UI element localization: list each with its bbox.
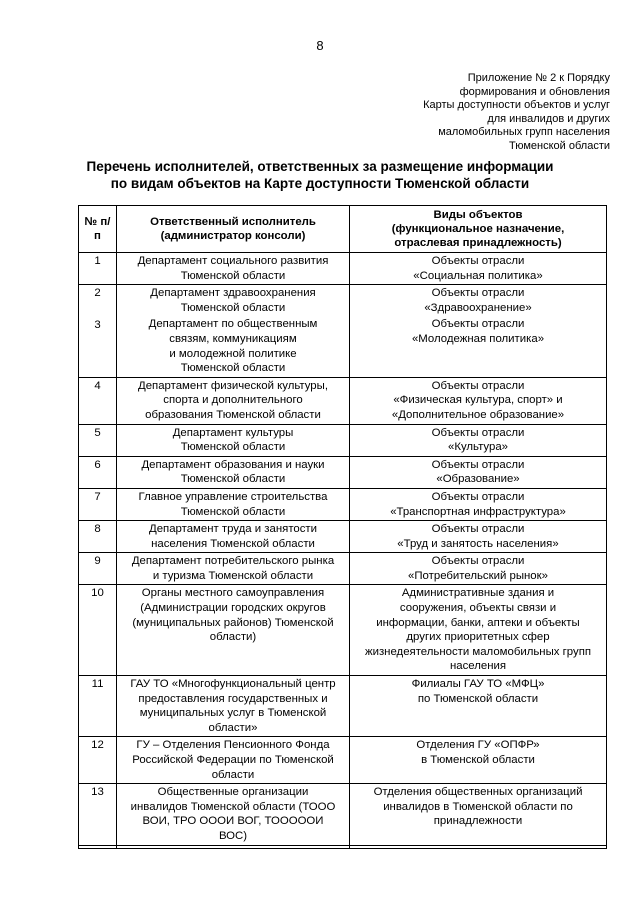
table-row [79, 253, 607, 285]
table-row [79, 521, 607, 553]
row-executor [117, 845, 350, 848]
row-number: 11 [79, 676, 117, 737]
row-object-types: Объекты отрасли «Потребительский рынок» [350, 553, 607, 585]
appendix-line: формирования и обновления [459, 85, 610, 98]
header-object-types: Виды объектов (функциональное назначение, отраслевая принадлежность) [350, 206, 607, 253]
row-number-main: 2 [94, 287, 101, 300]
row-object-types-main: Объекты отрасли «Здравоохранение» [424, 287, 532, 314]
row-number: 12 [79, 737, 117, 784]
row-number: 8 [79, 521, 117, 553]
header-number: № п/ п [79, 206, 117, 253]
row-object-types [350, 285, 607, 378]
table-row [79, 585, 607, 676]
row-object-types-sub: Объекты отрасли «Молодежная политика» [411, 318, 545, 345]
row-executor: Общественные организации инвалидов Тюменской области (ТООО ВОИ, ТРО ОООИ ВОГ, ТОООООИ ВОС) [117, 784, 350, 845]
appendix-note [350, 72, 610, 154]
executors-table [78, 205, 607, 849]
row-object-types: Отделения общественных организаций инвалидов в Тюменской области по принадлежности [350, 784, 607, 845]
row-object-types: Объекты отрасли «Культура» [350, 424, 607, 456]
row-executor: Департамент социального развития Тюменской области [117, 253, 350, 285]
row-executor: Департамент физической культуры, спорта и дополнительного образования Тюменской области [117, 377, 350, 424]
table-row [79, 737, 607, 784]
appendix-line: маломобильных групп населения [438, 126, 610, 139]
table-row [79, 285, 607, 378]
row-number-sub: 3 [94, 318, 101, 331]
row-executor-sub: Департамент по общественным связям, коммуникациям и молодежной политике Тюменской области [148, 318, 318, 375]
row-object-types [350, 845, 607, 848]
appendix-line: Приложение № 2 к Порядку [467, 72, 610, 84]
appendix-line: Карты доступности объектов и услуг [423, 99, 610, 112]
row-number: 6 [79, 456, 117, 488]
row-executor: Департамент потребительского рынка и туризма Тюменской области [117, 553, 350, 585]
row-number: 5 [79, 424, 117, 456]
row-executor-main: Департамент здравоохранения Тюменской области [150, 287, 316, 314]
table-row [79, 456, 607, 488]
table-row [79, 553, 607, 585]
row-executor: Органы местного самоуправления (Администрации городских округов (муниципальных районов) Тюменской области) [117, 585, 350, 676]
row-executor: Главное управление строительства Тюменской области [117, 488, 350, 520]
row-object-types: Объекты отрасли «Образование» [350, 456, 607, 488]
table-row [79, 488, 607, 520]
row-number: 10 [79, 585, 117, 676]
row-executor: ГАУ ТО «Многофункциональный центр предоставления государственных и муниципальных услуг в Тюменской области» [117, 676, 350, 737]
row-executor [117, 285, 350, 378]
row-object-types: Отделения ГУ «ОПФР» в Тюменской области [350, 737, 607, 784]
row-number: 9 [79, 553, 117, 585]
row-number: 1 [79, 253, 117, 285]
table-row [79, 676, 607, 737]
row-object-types: Административные здания и сооружения, объекты связи и информации, банки, аптеки и объекты других приоритетных сфер жизнедеятельности маломобильных групп населения [350, 585, 607, 676]
row-executor: ГУ – Отделения Пенсионного Фонда Российской Федерации по Тюменской области [117, 737, 350, 784]
row-number [79, 285, 117, 378]
header-executor: Ответственный исполнитель (администратор консоли) [117, 206, 350, 253]
row-executor: Департамент культуры Тюменской области [117, 424, 350, 456]
page-number: 8 [316, 38, 324, 53]
row-object-types: Объекты отрасли «Социальная политика» [350, 253, 607, 285]
document-title: Перечень исполнителей, ответственных за размещение информации по видам объектов на Карте доступности Тюменской области [86, 159, 554, 191]
table-row [79, 424, 607, 456]
row-number: 4 [79, 377, 117, 424]
table-row [79, 784, 607, 845]
row-executor: Департамент труда и занятости населения Тюменской области [117, 521, 350, 553]
row-executor: Департамент образования и науки Тюменской области [117, 456, 350, 488]
appendix-line: Тюменской области [508, 139, 610, 152]
row-object-types: Объекты отрасли «Физическая культура, спорт» и «Дополнительное образование» [350, 377, 607, 424]
row-object-types: Объекты отрасли «Труд и занятость населения» [350, 521, 607, 553]
table-row [79, 377, 607, 424]
table-header-row [79, 206, 607, 253]
row-number: 7 [79, 488, 117, 520]
table-row [79, 845, 607, 848]
row-object-types: Объекты отрасли «Транспортная инфраструктура» [350, 488, 607, 520]
row-number [79, 845, 117, 848]
row-number: 13 [79, 784, 117, 845]
row-object-types: Филиалы ГАУ ТО «МФЦ» по Тюменской области [350, 676, 607, 737]
appendix-line: для инвалидов и других [487, 112, 610, 125]
